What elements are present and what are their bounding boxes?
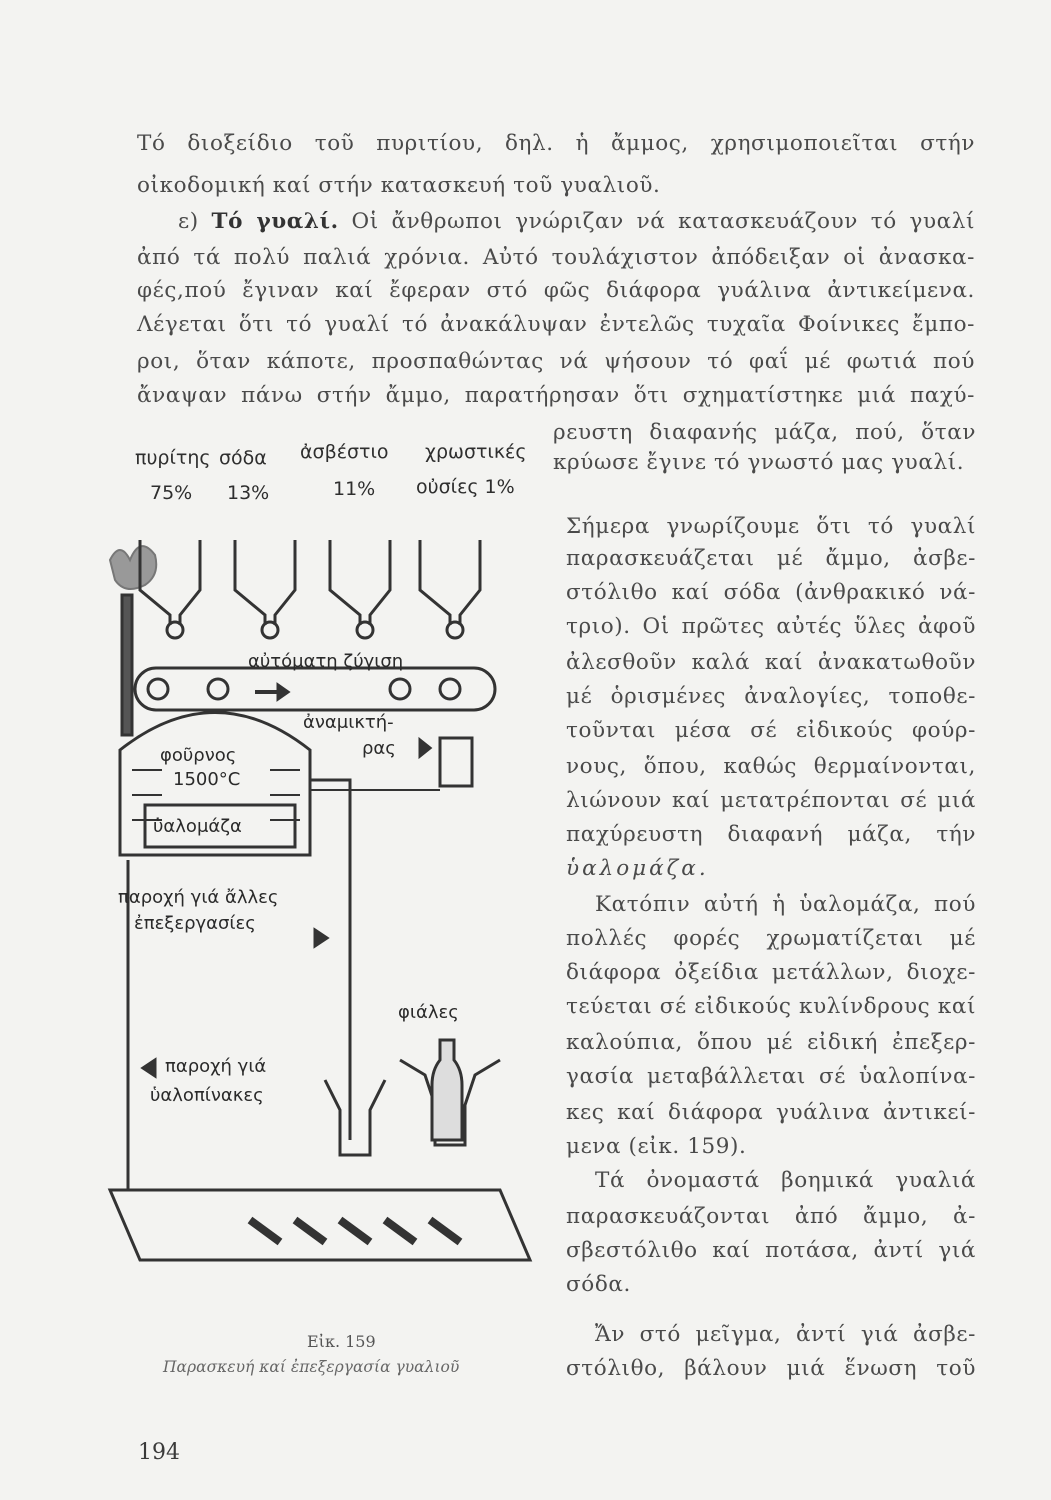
section-line-3: Λέγεται ὅτι τό γυαλί τό ἀνακάλυψαν ἐντελῶς τυχαῖα Φοίνικες ἔμπο- — [137, 312, 975, 337]
section-short-line-2: κρύωσε ἔγινε τό γνωστό μας γυαλί. — [553, 450, 965, 475]
col-line-9: λιώνουν καί μετατρέπονται σέ μιά — [566, 788, 976, 813]
col-line-13: πολλές φορές χρωματίζεται μέ — [566, 926, 976, 951]
hopper-3 — [330, 540, 390, 638]
mixer-arrow-icon — [420, 740, 430, 756]
label-furnace: φοῦρνος — [160, 745, 237, 766]
col-line-10: παχύρευστη διαφανή μάζα, τήν — [566, 822, 976, 847]
section-line-5: ἄναψαν πάνω στήν ἄμμο, παρατήρησαν ὅτι σχηματίστηκε μιά παχύ- — [137, 383, 975, 408]
section-marker: ε) — [178, 209, 199, 234]
label-pyrites: πυρίτης — [135, 447, 211, 469]
label-temperature: 1500°C — [173, 769, 241, 790]
label-lime: ἀσβέστιο — [300, 441, 389, 463]
glass-production-diagram — [100, 500, 550, 1320]
col-line-19: μενα (εἰκ. 159). — [566, 1134, 747, 1159]
bottle — [432, 1040, 462, 1140]
bottle-mould-left — [325, 1080, 385, 1155]
section-title: Τό γυαλί. — [211, 209, 339, 234]
col-line-3: στόλιθο καί σόδα (ἀνθρακικό νά- — [566, 580, 976, 605]
figure-number: Εἰκ. 159 — [307, 1332, 376, 1351]
figure-caption: Παρασκευή καί ἐπεξεργασία γυαλιοῦ — [163, 1358, 460, 1376]
col-line-4: τριο). Οἱ πρῶτες αὐτές ὕλες ἀφοῦ — [566, 614, 976, 639]
label-pct-11: 11% — [333, 478, 376, 500]
hopper-4 — [420, 540, 480, 638]
label-soda: σόδα — [219, 447, 267, 469]
hopper-2 — [235, 540, 295, 638]
label-bottles: φιάλες — [398, 1002, 459, 1023]
col-line-20: Τά ὀνομαστά βοημικά γυαλιά — [595, 1168, 976, 1193]
intro-line-2: οἰκοδομική καί στήν κατασκευή τοῦ γυαλιοῦ. — [137, 173, 661, 198]
col-line-17: γασία μεταβάλλεται σέ ὑαλοπίνα- — [566, 1064, 976, 1089]
col-line-21: παρασκευάζονται ἀπό ἄμμο, ἀ- — [566, 1204, 976, 1229]
label-mixer-2: ρας — [362, 738, 396, 759]
col-line-11: ὑαλομάζα. — [566, 856, 709, 881]
section-heading-line — [178, 209, 975, 234]
section-line-4: ροι, ὅταν κάποτε, προσπαθώντας νά ψήσουν τό φαΐ μέ φωτιά πού — [137, 349, 975, 374]
label-pct-13: 13% — [227, 482, 270, 504]
col-line-24: Ἄν στό μεῖγμα, ἀντί γιά ἀσβε- — [595, 1322, 976, 1347]
sheets-arrow-icon — [143, 1060, 155, 1076]
label-glass-mass: ὑαλομάζα — [153, 816, 242, 837]
section-line-2: φές,πού ἔγιναν καί ἔφεραν στό φῶς διάφορα γυάλινα ἀντικείμενα. — [137, 278, 975, 303]
section-line-1: ἀπό τά πολύ παλιά χρόνια. Αὐτό τουλάχιστον ἀπόδειξαν οἱ ἀνασκα- — [137, 245, 975, 270]
col-line-12: Κατόπιν αὐτή ἡ ὑαλομάζα, πού — [595, 892, 976, 917]
section-first-line: Οἱ ἄνθρωποι γνώριζαν νά κατασκευάζουν τό γυαλί — [351, 209, 975, 234]
intro-line-1: Τό διοξείδιο τοῦ πυριτίου, δηλ. ἡ ἄμμος, χρησιμοποιεῖται στήν — [137, 131, 975, 156]
col-line-8: νους, ὅπου, καθώς θερμαίνονται, — [566, 754, 976, 779]
label-supply-other-1: παροχή γιά ἄλλες — [118, 887, 279, 908]
label-supply-sheets-2: ὑαλοπίνακες — [150, 1085, 264, 1106]
col-line-25: στόλιθο, βάλουν μιά ἕνωση τοῦ — [566, 1356, 976, 1381]
col-line-23: σόδα. — [566, 1272, 631, 1297]
col-line-14: διάφορα ὀξείδια μετάλλων, διοχε- — [566, 960, 976, 985]
col-line-1: Σήμερα γνωρίζουμε ὅτι τό γυαλί — [566, 514, 976, 539]
label-colorants-1: χρωστικές — [425, 441, 527, 463]
col-line-5: ἀλεσθοῦν καλά καί ἀνακατωθοῦν — [566, 650, 976, 675]
smoke — [110, 546, 156, 589]
label-colorants-2: οὐσίες 1% — [416, 476, 515, 498]
col-line-6: μέ ὁρισμένες ἀναλογίες, τοποθε- — [566, 684, 976, 709]
col-line-22: σβεστόλιθο καί ποτάσα, ἀντί γιά — [566, 1238, 976, 1263]
label-mixer-1: ἀναμικτή- — [303, 712, 394, 733]
feed-pipe — [310, 780, 350, 1140]
supply-arrow-icon — [315, 930, 327, 946]
col-line-16: καλούπια, ὅπου μέ εἰδική ἐπεξερ- — [566, 1030, 976, 1055]
rolling-table — [110, 1190, 530, 1260]
col-line-7: τοῦνται μέσα σέ εἰδικούς φούρ- — [566, 718, 976, 743]
label-supply-sheets-1: παροχή γιά — [165, 1056, 267, 1077]
section-short-line-1: ρευστη διαφανής μάζα, πού, ὅταν — [553, 420, 976, 445]
page-number: 194 — [138, 1440, 180, 1465]
col-line-15: τεύεται σέ εἰδικούς κυλίνδρους καί — [566, 994, 976, 1019]
label-pct-75: 75% — [150, 482, 193, 504]
label-supply-other-2: ἐπεξεργασίες — [134, 913, 256, 934]
chimney — [122, 595, 132, 735]
col-line-2: παρασκευάζεται μέ ἄμμο, ἀσβε- — [566, 546, 976, 571]
col-line-18: κες καί διάφορα γυάλινα ἀντικεί- — [566, 1100, 976, 1125]
label-automatic-weighing: αὐτόματη ζύγιση — [248, 651, 404, 672]
mixer-box — [440, 738, 472, 786]
